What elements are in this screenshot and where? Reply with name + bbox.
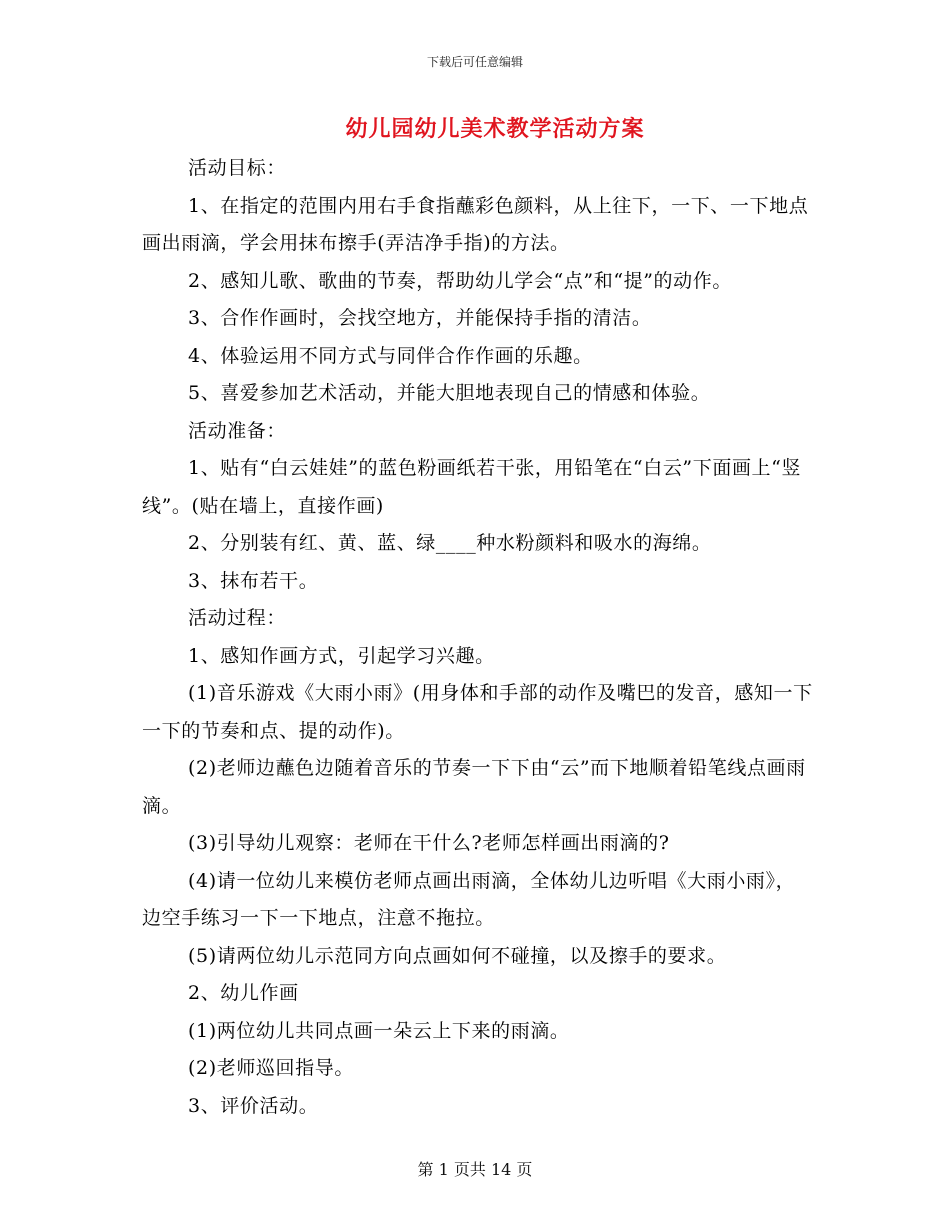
goal-item: 2、感知儿歌、歌曲的节奏，帮助幼儿学会“点”和“提”的动作。 bbox=[188, 269, 732, 292]
section-heading-goals: 活动目标： bbox=[188, 157, 287, 179]
process-substep: (1)两位幼儿共同点画一朵云上下来的雨滴。 bbox=[188, 1019, 570, 1042]
process-substep: (5)请两位幼儿示范同方向点画如何不碰撞，以及擦手的要求。 bbox=[188, 944, 727, 967]
process-substep: (1)音乐游戏《大雨小雨》(用身体和手部的动作及嘴巴的发音，感知一下一下的节奏和点、提的动作)。 bbox=[142, 682, 813, 742]
page-number-footer: 第 1 页共 14 页 bbox=[417, 1160, 533, 1179]
process-substep: (2)老师边蘸色边随着音乐的节奏一下下由“云”而下地顺着铅笔线点画雨滴。 bbox=[142, 757, 806, 817]
goal-item: 1、在指定的范围内用右手食指蘸彩色颜料，从上往下，一下、一下地点画出雨滴，学会用抹布擦手(弄洁净手指)的方法。 bbox=[142, 194, 809, 254]
document-title: 幼儿园幼儿美术教学活动方案 bbox=[345, 117, 645, 142]
process-substep: (4)请一位幼儿来模仿老师点画出雨滴，全体幼儿边听唱《大雨小雨》，边空手练习一下一下地点，注意不拖拉。 bbox=[142, 869, 796, 929]
process-step: 1、感知作画方式，引起学习兴趣。 bbox=[188, 644, 495, 667]
section-heading-preparation: 活动准备： bbox=[188, 419, 287, 442]
document-body bbox=[142, 150, 814, 1125]
process-substep: (3)引导幼儿观察：老师在干什么?老师怎样画出雨滴的? bbox=[188, 832, 670, 854]
goal-item: 3、合作作画时，会找空地方，并能保持手指的清洁。 bbox=[188, 307, 652, 329]
process-substep: (2)老师巡回指导。 bbox=[188, 1057, 354, 1079]
preparation-item: 3、抹布若干。 bbox=[188, 569, 319, 592]
header-note: 下载后可任意编辑 bbox=[426, 55, 523, 69]
process-step: 3、评价活动。 bbox=[188, 1094, 319, 1117]
process-step: 2、幼儿作画 bbox=[188, 982, 299, 1004]
goal-item: 5、喜爱参加艺术活动，并能大胆地表现自己的情感和体验。 bbox=[188, 382, 711, 404]
section-heading-process: 活动过程： bbox=[188, 607, 287, 629]
preparation-item: 2、分别装有红、黄、蓝、绿____种水粉颜料和吸水的海绵。 bbox=[188, 532, 712, 554]
preparation-item: 1、贴有“白云娃娃”的蓝色粉画纸若干张，用铅笔在“白云”下面画上“竖线”。(贴在墙上，直接作画) bbox=[142, 457, 802, 517]
goal-item: 4、体验运用不同方式与同伴合作作画的乐趣。 bbox=[188, 344, 593, 367]
